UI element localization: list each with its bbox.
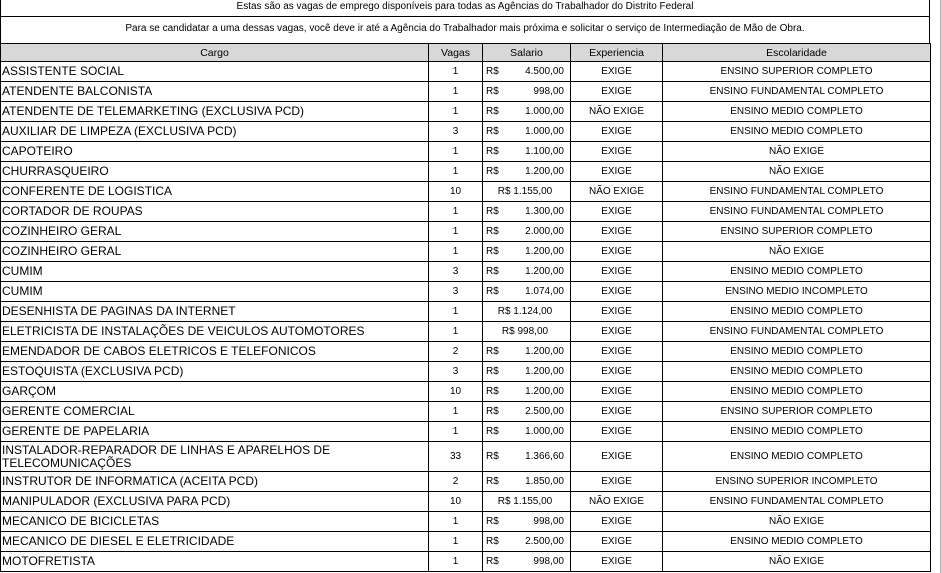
salary-value xyxy=(483,451,570,462)
cell-experiencia[interactable]: EXIGE xyxy=(571,342,663,362)
salary-value xyxy=(483,86,570,97)
salary-value xyxy=(483,266,570,277)
cell-salario[interactable] xyxy=(483,422,571,442)
cell-cargo[interactable]: MOTOFRETISTA xyxy=(1,552,429,572)
cell-cargo[interactable]: COZINHEIRO GERAL xyxy=(1,242,429,262)
currency-symbol: R$ xyxy=(486,346,499,357)
salary-value xyxy=(483,226,570,237)
cell-vagas[interactable]: 1 xyxy=(429,162,483,182)
cell-vagas[interactable]: 1 xyxy=(429,422,483,442)
table-row[interactable] xyxy=(1,282,931,302)
cell-vagas[interactable]: 3 xyxy=(429,362,483,382)
cell-escolaridade[interactable]: ENSINO FUNDAMENTAL COMPLETO xyxy=(663,82,931,102)
cell-vagas[interactable]: 1 xyxy=(429,402,483,422)
salary-amount: 1.200,00 xyxy=(525,386,564,397)
salary-amount: 1.200,00 xyxy=(525,166,564,177)
table-row[interactable] xyxy=(1,242,931,262)
cell-cargo[interactable]: AUXILIAR DE LIMPEZA (EXCLUSIVA PCD) xyxy=(1,122,429,142)
table-row[interactable] xyxy=(1,382,931,402)
salary-value xyxy=(483,476,570,487)
salary-value xyxy=(483,346,570,357)
cell-cargo[interactable]: MANIPULADOR (EXCLUSIVA PARA PCD) xyxy=(1,492,429,512)
cell-experiencia[interactable]: EXIGE xyxy=(571,362,663,382)
cell-escolaridade[interactable]: ENSINO MEDIO INCOMPLETO xyxy=(663,282,931,302)
table-row[interactable] xyxy=(1,142,931,162)
table-row[interactable] xyxy=(1,442,931,472)
cell-vagas[interactable]: 10 xyxy=(429,382,483,402)
salary-amount: 1.200,00 xyxy=(525,246,564,257)
cell-vagas[interactable]: 1 xyxy=(429,202,483,222)
cell-escolaridade[interactable]: ENSINO MEDIO COMPLETO xyxy=(663,532,931,552)
cell-vagas[interactable]: 3 xyxy=(429,122,483,142)
cell-experiencia[interactable]: EXIGE xyxy=(571,382,663,402)
salary-amount: 1.366,60 xyxy=(525,451,564,462)
salary-amount: 1.000,00 xyxy=(525,106,564,117)
salary-amount: 1.200,00 xyxy=(525,346,564,357)
cell-salario[interactable] xyxy=(483,552,571,572)
cell-salario[interactable] xyxy=(483,82,571,102)
table-row[interactable] xyxy=(1,182,931,202)
cell-salario[interactable] xyxy=(483,362,571,382)
cell-vagas[interactable]: 1 xyxy=(429,532,483,552)
cell-cargo[interactable]: MECANICO DE DIESEL E ELETRICIDADE xyxy=(1,532,429,552)
cell-escolaridade[interactable]: ENSINO MEDIO COMPLETO xyxy=(663,422,931,442)
cell-cargo[interactable]: COZINHEIRO GERAL xyxy=(1,222,429,242)
table-row[interactable] xyxy=(1,362,931,382)
salary-value xyxy=(483,386,570,397)
currency-symbol: R$ xyxy=(486,66,499,77)
cell-vagas[interactable]: 10 xyxy=(429,492,483,512)
salary-amount: 998,00 xyxy=(533,86,564,97)
cell-salario[interactable] xyxy=(483,532,571,552)
cell-cargo[interactable]: CHURRASQUEIRO xyxy=(1,162,429,182)
cell-salario[interactable] xyxy=(483,162,571,182)
cell-cargo[interactable]: EMENDADOR DE CABOS ELETRICOS E TELEFONICOS xyxy=(1,342,429,362)
cell-vagas[interactable]: 1 xyxy=(429,302,483,322)
cell-escolaridade[interactable]: NÃO EXIGE xyxy=(663,162,931,182)
table-row[interactable] xyxy=(1,202,931,222)
cell-experiencia[interactable]: EXIGE xyxy=(571,472,663,492)
page-title: Estas são as vagas de emprego disponíveis para todas as Agências do Trabalhador do Distrito Federal xyxy=(0,0,930,17)
cell-escolaridade[interactable]: ENSINO MEDIO COMPLETO xyxy=(663,382,931,402)
cell-escolaridade[interactable]: ENSINO FUNDAMENTAL COMPLETO xyxy=(663,492,931,512)
currency-symbol: R$ xyxy=(486,126,499,137)
cell-experiencia[interactable]: EXIGE xyxy=(571,142,663,162)
currency-symbol: R$ xyxy=(486,386,499,397)
salary-amount: 1.200,00 xyxy=(525,366,564,377)
cell-vagas[interactable]: 1 xyxy=(429,82,483,102)
table-row[interactable] xyxy=(1,402,931,422)
cell-cargo[interactable]: CONFERENTE DE LOGISTICA xyxy=(1,182,429,202)
cell-escolaridade[interactable]: ENSINO MEDIO COMPLETO xyxy=(663,102,931,122)
cell-cargo[interactable]: CUMIM xyxy=(1,282,429,302)
cell-experiencia[interactable]: EXIGE xyxy=(571,262,663,282)
cell-cargo[interactable]: DESENHISTA DE PAGINAS DA INTERNET xyxy=(1,302,429,322)
cell-salario[interactable] xyxy=(483,302,571,322)
cell-salario[interactable] xyxy=(483,492,571,512)
cell-vagas[interactable]: 1 xyxy=(429,222,483,242)
table-row[interactable] xyxy=(1,262,931,282)
currency-symbol: R$ xyxy=(486,476,499,487)
cell-salario[interactable] xyxy=(483,442,571,472)
cell-cargo[interactable]: ESTOQUISTA (EXCLUSIVA PCD) xyxy=(1,362,429,382)
cell-experiencia[interactable]: NÃO EXIGE xyxy=(571,182,663,202)
cell-experiencia[interactable]: EXIGE xyxy=(571,512,663,532)
table-row[interactable] xyxy=(1,422,931,442)
cell-escolaridade[interactable]: ENSINO MEDIO COMPLETO xyxy=(663,262,931,282)
currency-symbol: R$ xyxy=(486,536,499,547)
currency-symbol: R$ xyxy=(486,246,499,257)
cell-cargo[interactable]: ASSISTENTE SOCIAL xyxy=(1,62,429,82)
cell-cargo[interactable]: INSTRUTOR DE INFORMATICA (ACEITA PCD) xyxy=(1,472,429,492)
salary-value xyxy=(483,286,570,297)
cell-experiencia[interactable]: EXIGE xyxy=(571,202,663,222)
currency-symbol: R$ xyxy=(486,556,499,567)
cell-experiencia[interactable]: EXIGE xyxy=(571,302,663,322)
currency-symbol: R$ xyxy=(486,516,499,527)
cell-experiencia[interactable]: EXIGE xyxy=(571,282,663,302)
table-row[interactable] xyxy=(1,122,931,142)
table-row[interactable] xyxy=(1,472,931,492)
currency-symbol: R$ xyxy=(486,86,499,97)
salary-value xyxy=(483,536,570,547)
salary-amount: 2.500,00 xyxy=(525,406,564,417)
cell-salario[interactable] xyxy=(483,182,571,202)
cell-cargo[interactable]: ELETRICISTA DE INSTALAÇÕES DE VEICULOS AUTOMOTORES xyxy=(1,322,429,342)
cell-escolaridade[interactable]: NÃO EXIGE xyxy=(663,512,931,532)
salary-amount: 1.000,00 xyxy=(525,126,564,137)
cell-salario[interactable] xyxy=(483,472,571,492)
cell-experiencia[interactable]: EXIGE xyxy=(571,62,663,82)
column-header-escolaridade[interactable]: Escolaridade xyxy=(663,44,931,62)
salary-amount: R$ 1.155,00 xyxy=(497,186,553,197)
cell-cargo[interactable]: MECANICO DE BICICLETAS xyxy=(1,512,429,532)
salary-value xyxy=(483,556,570,567)
table-row[interactable] xyxy=(1,322,931,342)
salary-amount: 2.500,00 xyxy=(525,536,564,547)
table-row[interactable] xyxy=(1,62,931,82)
table-row[interactable] xyxy=(1,82,931,102)
cell-escolaridade[interactable]: ENSINO FUNDAMENTAL COMPLETO xyxy=(663,202,931,222)
cell-experiencia[interactable]: EXIGE xyxy=(571,402,663,422)
cell-escolaridade[interactable]: ENSINO MEDIO COMPLETO xyxy=(663,342,931,362)
cell-vagas[interactable]: 2 xyxy=(429,472,483,492)
salary-amount: 1.850,00 xyxy=(525,476,564,487)
cell-vagas[interactable]: 1 xyxy=(429,552,483,572)
salary-value xyxy=(483,426,570,437)
cell-cargo[interactable]: GERENTE DE PAPELARIA xyxy=(1,422,429,442)
cell-escolaridade[interactable]: NÃO EXIGE xyxy=(663,142,931,162)
table-row[interactable] xyxy=(1,302,931,322)
cell-escolaridade[interactable]: ENSINO SUPERIOR COMPLETO xyxy=(663,402,931,422)
salary-value xyxy=(483,126,570,137)
cell-salario[interactable] xyxy=(483,402,571,422)
cell-salario[interactable] xyxy=(483,262,571,282)
salary-value xyxy=(483,406,570,417)
cell-cargo[interactable]: GERENTE COMERCIAL xyxy=(1,402,429,422)
table-row[interactable] xyxy=(1,532,931,552)
table-row[interactable] xyxy=(1,162,931,182)
cell-escolaridade[interactable]: ENSINO SUPERIOR COMPLETO xyxy=(663,222,931,242)
salary-amount: 1.200,00 xyxy=(525,266,564,277)
salary-value xyxy=(483,206,570,217)
cell-salario[interactable] xyxy=(483,322,571,342)
cell-escolaridade[interactable]: ENSINO MEDIO COMPLETO xyxy=(663,362,931,382)
cell-vagas[interactable]: 1 xyxy=(429,142,483,162)
column-header-cargo[interactable]: Cargo xyxy=(1,44,429,62)
salary-value xyxy=(483,306,570,317)
salary-value xyxy=(483,146,570,157)
cell-vagas[interactable]: 1 xyxy=(429,322,483,342)
cell-escolaridade[interactable]: ENSINO SUPERIOR COMPLETO xyxy=(663,62,931,82)
currency-symbol: R$ xyxy=(486,146,499,157)
cell-escolaridade[interactable]: ENSINO FUNDAMENTAL COMPLETO xyxy=(663,182,931,202)
cell-experiencia[interactable]: EXIGE xyxy=(571,162,663,182)
salary-value xyxy=(483,166,570,177)
cell-escolaridade[interactable]: NÃO EXIGE xyxy=(663,552,931,572)
salary-amount: 1.300,00 xyxy=(525,206,564,217)
salary-value xyxy=(483,246,570,257)
cell-vagas[interactable]: 3 xyxy=(429,282,483,302)
column-header-vagas[interactable]: Vagas xyxy=(429,44,483,62)
cell-cargo[interactable]: CUMIM xyxy=(1,262,429,282)
cell-vagas[interactable]: 3 xyxy=(429,262,483,282)
cell-cargo[interactable]: INSTALADOR-REPARADOR DE LINHAS E APARELHOS DE TELECOMUNICAÇÕES xyxy=(1,442,429,472)
salary-amount: 1.100,00 xyxy=(525,146,564,157)
cell-cargo[interactable]: CAPOTEIRO xyxy=(1,142,429,162)
cell-experiencia[interactable]: EXIGE xyxy=(571,222,663,242)
cell-experiencia[interactable]: EXIGE xyxy=(571,422,663,442)
cell-salario[interactable] xyxy=(483,242,571,262)
cell-cargo[interactable]: CORTADOR DE ROUPAS xyxy=(1,202,429,222)
table-row[interactable] xyxy=(1,512,931,532)
table-header-row xyxy=(1,44,931,62)
currency-symbol: R$ xyxy=(486,166,499,177)
cell-vagas[interactable]: 1 xyxy=(429,62,483,82)
salary-value xyxy=(483,496,570,507)
cell-experiencia[interactable]: EXIGE xyxy=(571,82,663,102)
currency-symbol: R$ xyxy=(486,366,499,377)
cell-salario[interactable] xyxy=(483,342,571,362)
cell-salario[interactable] xyxy=(483,122,571,142)
cell-experiencia[interactable]: EXIGE xyxy=(571,442,663,472)
cell-experiencia[interactable]: EXIGE xyxy=(571,242,663,262)
table-row[interactable] xyxy=(1,222,931,242)
table-row[interactable] xyxy=(1,102,931,122)
cell-vagas[interactable]: 1 xyxy=(429,242,483,262)
salary-value xyxy=(483,66,570,77)
currency-symbol: R$ xyxy=(486,286,499,297)
cell-salario[interactable] xyxy=(483,282,571,302)
currency-symbol: R$ xyxy=(486,106,499,117)
cell-vagas[interactable]: 2 xyxy=(429,342,483,362)
cell-experiencia[interactable]: NÃO EXIGE xyxy=(571,492,663,512)
cell-escolaridade[interactable]: NÃO EXIGE xyxy=(663,242,931,262)
cell-salario[interactable] xyxy=(483,62,571,82)
cell-experiencia[interactable]: EXIGE xyxy=(571,322,663,342)
salary-value xyxy=(483,516,570,527)
salary-amount: R$ 1.124,00 xyxy=(497,306,553,317)
currency-symbol: R$ xyxy=(486,206,499,217)
cell-experiencia[interactable]: EXIGE xyxy=(571,532,663,552)
cell-salario[interactable] xyxy=(483,512,571,532)
cell-vagas[interactable]: 33 xyxy=(429,442,483,472)
column-header-experiencia[interactable]: Experiencia xyxy=(571,44,663,62)
cell-experiencia[interactable]: EXIGE xyxy=(571,552,663,572)
table-row[interactable] xyxy=(1,342,931,362)
currency-symbol: R$ xyxy=(486,226,499,237)
currency-symbol: R$ xyxy=(486,426,499,437)
cell-escolaridade[interactable]: ENSINO MEDIO COMPLETO xyxy=(663,442,931,472)
cell-salario[interactable] xyxy=(483,222,571,242)
salary-amount: 998,00 xyxy=(533,516,564,527)
instructions-text: Para se candidatar a uma dessas vagas, você deve ir até a Agência do Trabalhador mais próxima e solicitar o serviço de Intermediação de Mão de Obra. xyxy=(0,17,930,43)
cell-cargo[interactable]: ATENDENTE BALCONISTA xyxy=(1,82,429,102)
cell-vagas[interactable]: 1 xyxy=(429,102,483,122)
cell-experiencia[interactable]: NÃO EXIGE xyxy=(571,102,663,122)
column-header-salario[interactable]: Salario xyxy=(483,44,571,62)
salary-amount: R$ 1.155,00 xyxy=(497,496,553,507)
cell-escolaridade[interactable]: ENSINO MEDIO COMPLETO xyxy=(663,122,931,142)
cell-vagas[interactable]: 1 xyxy=(429,512,483,532)
salary-amount: 1.074,00 xyxy=(525,286,564,297)
cell-salario[interactable] xyxy=(483,382,571,402)
cell-cargo[interactable]: GARÇOM xyxy=(1,382,429,402)
table-row[interactable] xyxy=(1,492,931,512)
table-row[interactable] xyxy=(1,552,931,572)
salary-value xyxy=(483,186,570,197)
salary-amount: 998,00 xyxy=(533,556,564,567)
salary-value xyxy=(483,366,570,377)
cell-experiencia[interactable]: EXIGE xyxy=(571,122,663,142)
salary-amount: R$ 998,00 xyxy=(501,326,549,337)
cell-cargo[interactable]: ATENDENTE DE TELEMARKETING (EXCLUSIVA PCD) xyxy=(1,102,429,122)
job-vacancies-table xyxy=(0,43,931,572)
salary-amount: 1.000,00 xyxy=(525,426,564,437)
currency-symbol: R$ xyxy=(486,266,499,277)
currency-symbol: R$ xyxy=(486,406,499,417)
currency-symbol: R$ xyxy=(486,451,499,462)
cell-vagas[interactable]: 10 xyxy=(429,182,483,202)
cell-salario[interactable] xyxy=(483,202,571,222)
salary-value xyxy=(483,106,570,117)
salary-value xyxy=(483,326,570,337)
salary-amount: 2.000,00 xyxy=(525,226,564,237)
cell-escolaridade[interactable]: ENSINO MEDIO COMPLETO xyxy=(663,302,931,322)
cell-escolaridade[interactable]: ENSINO FUNDAMENTAL COMPLETO xyxy=(663,322,931,342)
cell-salario[interactable] xyxy=(483,102,571,122)
cell-salario[interactable] xyxy=(483,142,571,162)
salary-amount: 4.500,00 xyxy=(525,66,564,77)
cell-escolaridade[interactable]: ENSINO SUPERIOR INCOMPLETO xyxy=(663,472,931,492)
